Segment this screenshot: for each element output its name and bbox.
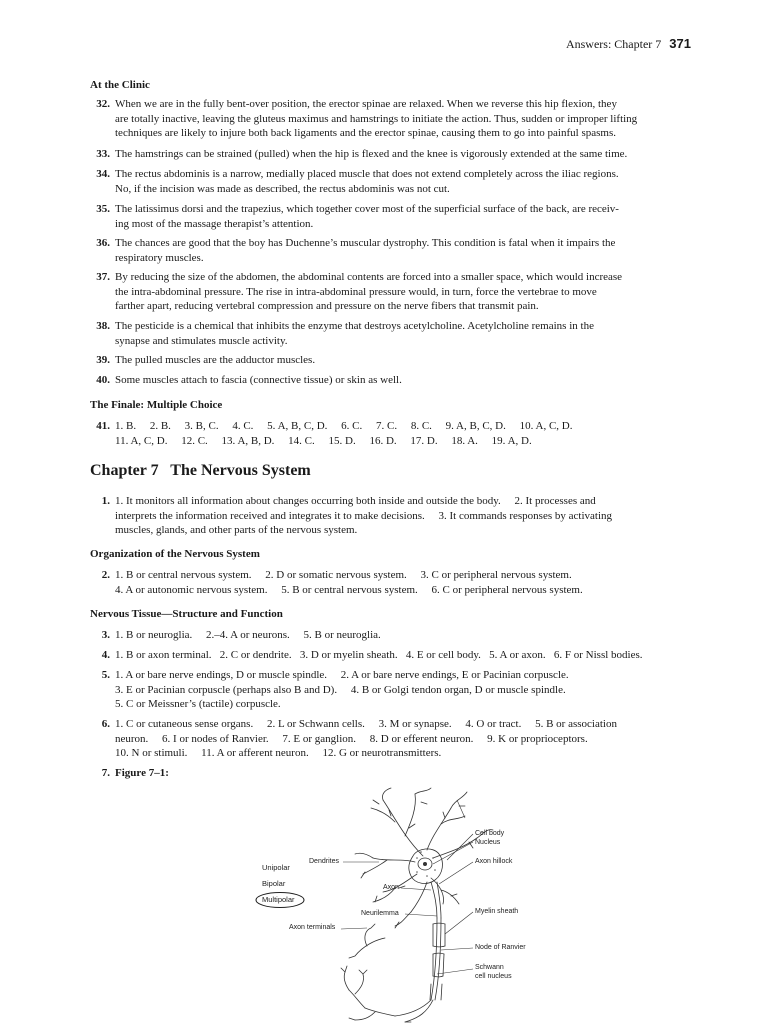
figure-label: Figure 7–1:: [115, 767, 169, 779]
schwann-label: Schwann: [475, 964, 504, 971]
unipolar-label: Unipolar: [262, 863, 290, 872]
answer-line: The pulled muscles are the adductor muscles.: [115, 354, 316, 366]
dendrites-label: Dendrites: [309, 858, 339, 865]
neurilemma-label: Neurilemma: [361, 910, 399, 917]
answer-line: respiratory muscles.: [115, 251, 204, 264]
answer-line: neuron. 6. I or nodes of Ranvier. 7. E or ganglion. 8. D or efferent neuron. 9. K or proprioceptors.: [115, 732, 588, 745]
answer-item: [90, 494, 690, 538]
node-of-ranvier-label: Node of Ranvier: [475, 944, 526, 951]
answer-number: 4.: [101, 649, 110, 661]
answer-line: 1. B or neuroglia. 2.–4. A or neurons. 5. B or neuroglia.: [115, 629, 381, 641]
answer-number: 5.: [101, 669, 110, 681]
answer-line: 1. B or central nervous system. 2. D or somatic nervous system. 3. C or peripheral nervous system.: [115, 569, 572, 581]
answer-item: [90, 167, 690, 196]
answer-number: 35.: [96, 203, 110, 215]
page-number: 371: [669, 36, 691, 51]
answer-line: 1. A or bare nerve endings, D or muscle spindle. 2. A or bare nerve endings, E or Pacinian corpuscle.: [115, 669, 569, 681]
neuron-diagram: [255, 778, 555, 1024]
myelin-sheath-label: Myelin sheath: [475, 908, 519, 915]
answer-number: 34.: [96, 168, 110, 180]
answer-item: [90, 717, 690, 761]
answer-line: ing most of the massage therapist’s attention.: [115, 217, 314, 230]
answer-item: [90, 628, 690, 643]
answer-line: The rectus abdominis is a narrow, medially placed muscle that does not extend completely across the iliac regions.: [115, 168, 619, 180]
cell-body-label: Cell body: [475, 830, 505, 837]
answer-line: techniques are likely to injure both back ligaments and the erector spinae, causing them to go into painful spasms.: [115, 127, 616, 140]
answer-number: 2.: [101, 569, 110, 581]
answer-number: 40.: [96, 374, 110, 386]
chapter-title: Chapter 7 The Nervous System: [90, 462, 311, 479]
answer-line: 1. It monitors all information about changes occurring both inside and outside the body. 2. It processes and: [115, 495, 596, 507]
answer-number: 38.: [96, 320, 110, 332]
answer-item: [90, 353, 690, 368]
answer-line: 1. B or axon terminal. 2. C or dendrite. 3. D or myelin sheath. 4. E or cell body. 5. A or axon. 6. F or Nissl bodies.: [115, 649, 643, 661]
section-heading-organization: Organization of the Nervous System: [90, 548, 260, 560]
answer-line: are totally inactive, leaving the gluteus maximus and hamstrings to initiate the action. Thus, sudden or improper lifting: [115, 112, 638, 125]
bipolar-label: Bipolar: [262, 879, 286, 888]
running-head: [566, 36, 691, 52]
answer-item: [90, 236, 690, 265]
running-head-title: Answers: Chapter 7: [565, 37, 662, 51]
answer-line: 10. N or stimuli. 11. A or afferent neuron. 12. G or neurotransmitters.: [115, 747, 442, 760]
answer-item: [90, 668, 690, 712]
answer-item: [90, 270, 690, 314]
axon-hillock-label: Axon hillock: [475, 858, 513, 865]
answer-line: No, if the incision was made as described, the rectus abdominis was not cut.: [115, 182, 450, 195]
answer-item: [90, 568, 690, 597]
answer-item: [90, 373, 690, 388]
answer-number: 36.: [96, 237, 110, 249]
answer-line: When we are in the fully bent-over position, the erector spinae are relaxed. When we reverse this hip flexion, they: [115, 98, 617, 110]
answer-line: 1. B. 2. B. 3. B, C. 4. C. 5. A, B, C, D. 6. C. 7. C. 8. C. 9. A, B, C, D. 10. A, C, D.: [115, 420, 573, 432]
section-heading-finale: The Finale: Multiple Choice: [90, 399, 223, 411]
answer-number: 32.: [96, 98, 110, 110]
answer-number: 1.: [101, 495, 110, 507]
axon-terminals-label: Axon terminals: [289, 924, 336, 931]
answer-number: 41.: [96, 420, 110, 432]
neuron-drawing: [255, 778, 555, 1024]
answer-item: [90, 648, 690, 663]
answer-number: 33.: [96, 148, 110, 160]
answer-number: 3.: [101, 629, 110, 641]
answer-number: 6.: [101, 718, 110, 730]
section-heading-clinic: At the Clinic: [90, 79, 150, 91]
answer-line: 11. A, C, D. 12. C. 13. A, B, D. 14. C. 15. D. 16. D. 17. D. 18. A. 19. A, D.: [115, 434, 532, 447]
answer-line: The pesticide is a chemical that inhibits the enzyme that destroys acetylcholine. Acetylcholine remains in the: [115, 320, 594, 332]
answer-item: [90, 147, 690, 162]
nucleus-label: Nucleus: [475, 839, 501, 846]
axon-label: Axon: [383, 884, 399, 891]
answer-line: 4. A or autonomic nervous system. 5. B or central nervous system. 6. C or peripheral nervous system.: [115, 583, 583, 596]
answer-number: 7.: [101, 767, 110, 779]
answer-line: interprets the information received and integrates it to make decisions. 3. It commands responses by activating: [115, 509, 612, 522]
answer-line: 1. C or cutaneous sense organs. 2. L or Schwann cells. 3. M or synapse. 4. O or tract. 5. B or association: [115, 718, 617, 730]
answer-line: 3. E or Pacinian corpuscle (perhaps also B and D). 4. B or Golgi tendon organ, D or muscle spindle.: [115, 683, 566, 696]
answer-line: 5. C or Meissner’s (tactile) corpuscle.: [115, 698, 281, 711]
answer-line: By reducing the size of the abdomen, the abdominal contents are forced into a smaller space, which would increase: [115, 271, 623, 283]
answer-line: muscles, glands, and other parts of the nervous system.: [115, 524, 358, 537]
section-heading-tissue: Nervous Tissue—Structure and Function: [90, 608, 283, 620]
answer-line: the intra-abdominal pressure. The rise in intra-abdominal pressure would, in turn, force the vertebrae to move: [115, 285, 597, 298]
answer-line: farther apart, reducing vertebral compression and pressure on the nerve fibers that transmit pain.: [115, 300, 539, 313]
answer-item: [90, 419, 690, 448]
answer-item: [90, 97, 690, 141]
answer-line: The chances are good that the boy has Duchenne’s muscular dystrophy. This condition is fatal when it impairs the: [115, 237, 616, 249]
answer-line: Some muscles attach to fascia (connective tissue) or skin as well.: [115, 374, 402, 386]
answer-line: synapse and stimulates muscle activity.: [115, 334, 288, 347]
answer-item: [90, 202, 690, 231]
answer-item: [90, 319, 690, 348]
answer-number: 37.: [96, 271, 110, 283]
multipolar-label: Multipolar: [262, 895, 295, 904]
answer-line: The latissimus dorsi and the trapezius, which together cover most of the superficial surface of the back, are receiv-: [115, 203, 619, 215]
schwann-nucleus-label: cell nucleus: [475, 973, 512, 980]
answer-line: The hamstrings can be strained (pulled) when the hip is flexed and the knee is vigorously extended at the same time.: [115, 148, 628, 160]
answer-number: 39.: [96, 354, 110, 366]
